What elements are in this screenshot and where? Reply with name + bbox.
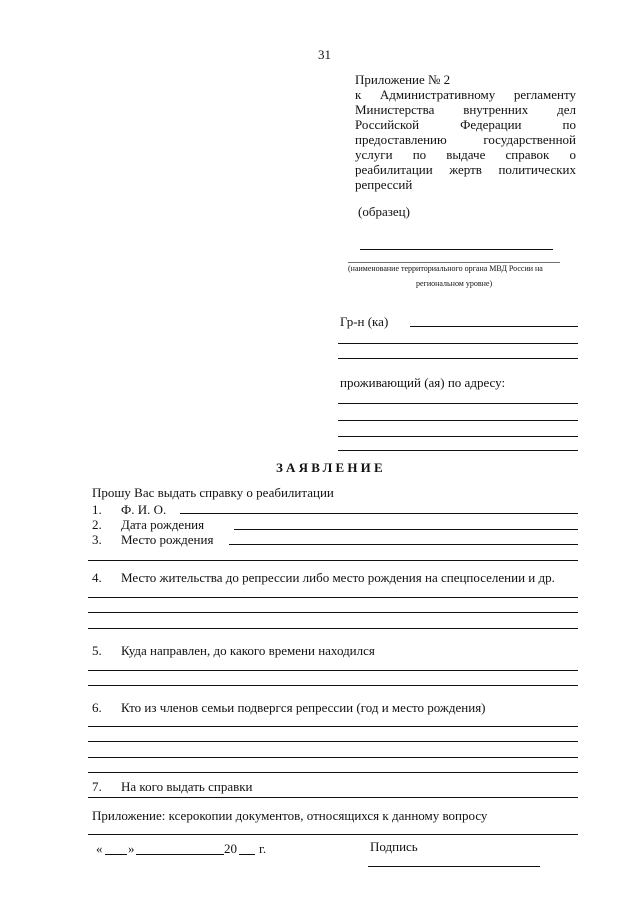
item-label-birth-place: Место рождения bbox=[121, 532, 214, 547]
birth-place-line bbox=[88, 560, 578, 561]
family-line bbox=[88, 726, 578, 727]
item-number: 5. bbox=[92, 643, 102, 658]
date-open-quote: « bbox=[96, 841, 103, 856]
residence-line bbox=[88, 597, 578, 598]
address-line bbox=[338, 403, 578, 404]
document-title: ЗАЯВЛЕНИЕ bbox=[276, 460, 386, 475]
annex-last-line: репрессий bbox=[355, 177, 413, 192]
destination-line bbox=[88, 670, 578, 671]
item-number: 4. bbox=[92, 570, 102, 585]
addressee-caption: региональном уровне) bbox=[416, 279, 493, 288]
birth-place-line bbox=[229, 544, 578, 545]
date-year-line bbox=[239, 854, 255, 855]
family-line bbox=[88, 741, 578, 742]
annex-line: реабилитации жертв политических bbox=[355, 162, 576, 177]
date-month-line bbox=[136, 854, 224, 855]
fio-line bbox=[180, 513, 578, 514]
address-line bbox=[338, 420, 578, 421]
annex-title: Приложение № 2 bbox=[355, 72, 451, 87]
residence-line bbox=[88, 612, 578, 613]
item-label-issue-to: На кого выдать справки bbox=[121, 779, 253, 794]
date-year-prefix: 20 bbox=[224, 841, 237, 856]
item-label-family: Кто из членов семьи подвергся репрессии (год и место рождения) bbox=[121, 700, 486, 715]
annex-line: предоставлению государственной bbox=[355, 132, 576, 147]
page-number: 31 bbox=[318, 47, 331, 62]
citizen-line bbox=[338, 358, 578, 359]
item-label-fio: Ф. И. О. bbox=[121, 502, 167, 517]
annex-line: к Административному регламенту bbox=[355, 87, 576, 102]
issue-to-line bbox=[88, 797, 578, 798]
addressee-line-2 bbox=[348, 262, 560, 263]
item-number: 2. bbox=[92, 517, 102, 532]
address-line bbox=[338, 450, 578, 451]
signature-line bbox=[368, 866, 540, 867]
date-close-quote: » bbox=[128, 841, 135, 856]
item-number: 6. bbox=[92, 700, 102, 715]
destination-line bbox=[88, 685, 578, 686]
birth-date-line bbox=[234, 529, 578, 530]
family-line bbox=[88, 772, 578, 773]
citizen-line bbox=[410, 326, 578, 327]
item-number: 7. bbox=[92, 779, 102, 794]
attachment-text: Приложение: ксерокопии документов, относящихся к данному вопросу bbox=[92, 808, 488, 823]
addressee-caption: (наименование территориального органа МВД России на bbox=[348, 264, 543, 273]
family-line bbox=[88, 757, 578, 758]
signature-label: Подпись bbox=[370, 839, 418, 854]
annex-line: Российской Федерации по bbox=[355, 117, 576, 132]
address-label: проживающий (ая) по адресу: bbox=[340, 375, 506, 390]
addressee-line bbox=[360, 249, 553, 250]
sample-note: (образец) bbox=[358, 204, 410, 219]
citizen-label: Гр-н (ка) bbox=[340, 314, 389, 329]
item-label-birth-date: Дата рождения bbox=[121, 517, 205, 532]
residence-line bbox=[88, 628, 578, 629]
date-year-suffix: г. bbox=[259, 841, 267, 856]
item-label-destination: Куда направлен, до какого времени находился bbox=[121, 643, 375, 658]
item-number: 1. bbox=[92, 502, 102, 517]
item-label-residence: Место жительства до репрессии либо место рождения на спецпоселении и др. bbox=[121, 570, 555, 585]
annex-line: Министерства внутренних дел bbox=[355, 102, 576, 117]
annex-line: услуги по выдаче справок о bbox=[355, 147, 576, 162]
citizen-line bbox=[338, 343, 578, 344]
request-text: Прошу Вас выдать справку о реабилитации bbox=[92, 485, 334, 500]
date-day-line bbox=[105, 854, 127, 855]
address-line bbox=[338, 436, 578, 437]
attachment-line bbox=[88, 834, 578, 835]
item-number: 3. bbox=[92, 532, 102, 547]
